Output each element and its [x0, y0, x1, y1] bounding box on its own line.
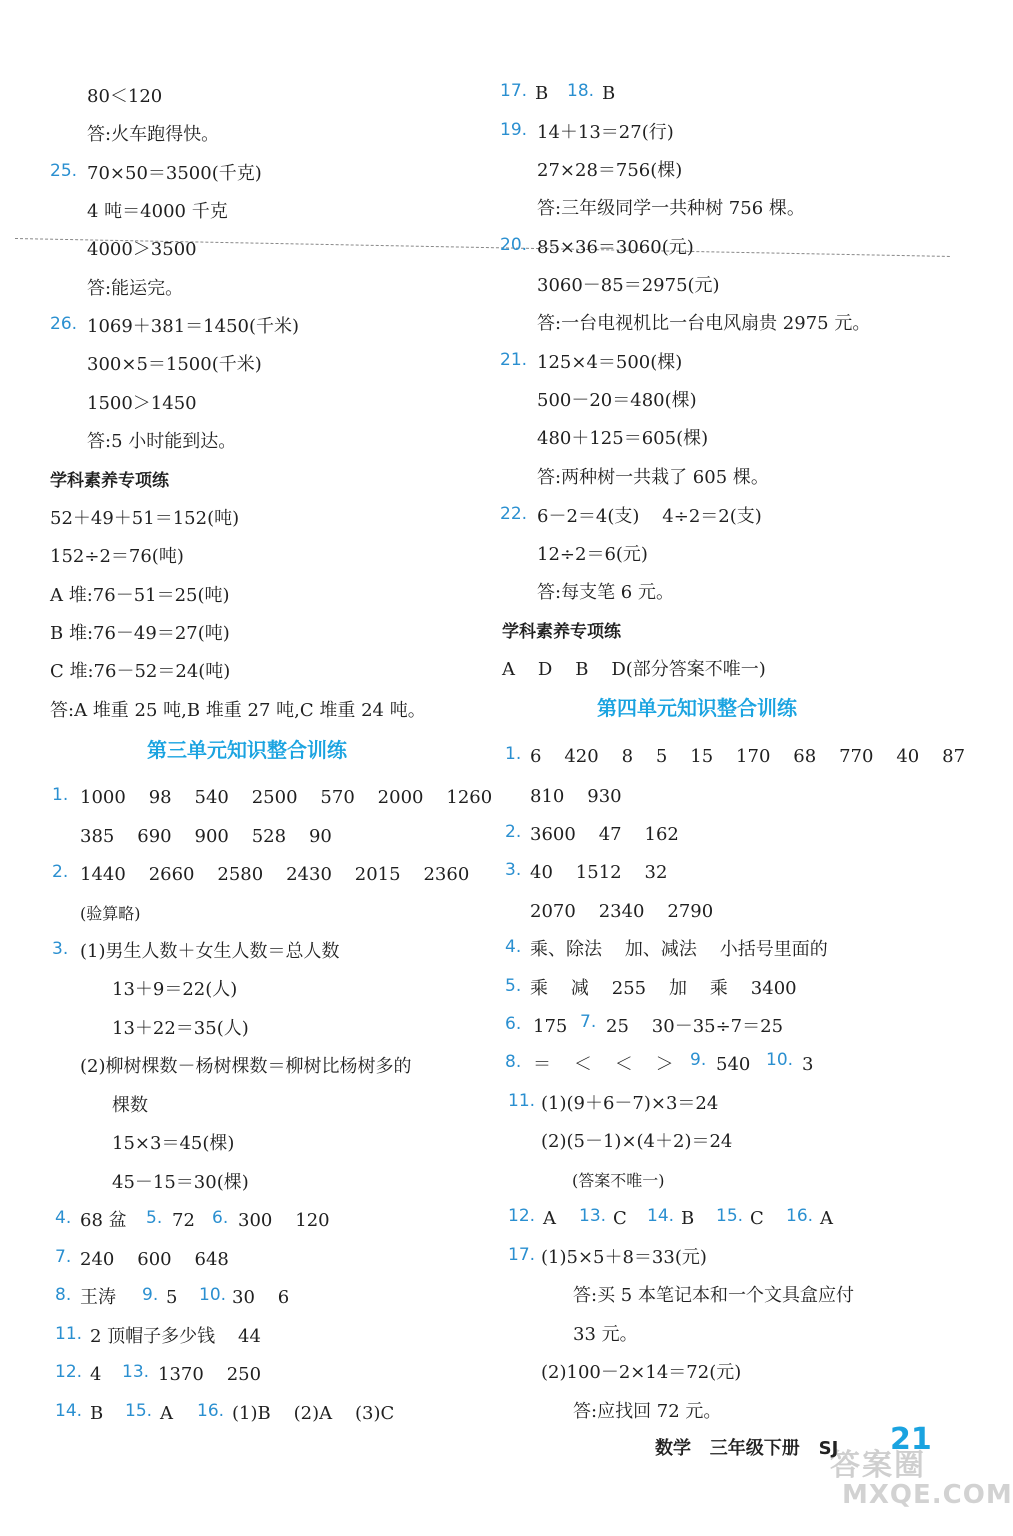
text-line: 70×50＝3500(千克): [87, 163, 262, 184]
text-line: 14＋13＝27(行): [537, 122, 674, 143]
question-number: 17.: [500, 81, 528, 101]
question-number: 22.: [500, 504, 528, 524]
text-line: 答:买 5 本笔记本和一个文具盒应付: [573, 1285, 854, 1306]
text-line: (2)柳树棵数－杨树棵数＝柳树比杨树多的: [80, 1056, 412, 1077]
question-number: 19.: [500, 120, 528, 140]
text-line: B: [535, 83, 549, 104]
question-number: 4.: [505, 937, 522, 957]
question-number: 2.: [52, 862, 69, 882]
text-line: 棵数: [112, 1095, 148, 1116]
question-number: 7.: [580, 1012, 597, 1032]
text-line: 27×28＝756(棵): [537, 160, 683, 181]
text-line: (验算略): [80, 904, 141, 923]
text-line: 答:一台电视机比一台电风扇贵 2975 元。: [537, 313, 871, 334]
text-line: 4: [90, 1364, 102, 1385]
text-line: 33 元。: [573, 1324, 638, 1345]
text-line: 68 盆: [80, 1210, 127, 1231]
text-line: 答:能运完。: [87, 278, 184, 299]
text-line: (答案不唯一): [572, 1171, 665, 1190]
question-number: 9.: [142, 1285, 159, 1305]
text-line: 300×5＝1500(千米): [87, 354, 262, 375]
text-line: 答:两种树一共栽了 605 棵。: [537, 467, 769, 488]
text-line: 72: [172, 1210, 195, 1231]
text-line: 答:应找回 72 元。: [573, 1401, 722, 1422]
page-number: 21: [890, 1422, 932, 1457]
text-line: A 堆:76－51＝25(吨): [50, 585, 230, 606]
text-line: 300 120: [238, 1210, 330, 1231]
question-number: 11.: [508, 1091, 536, 1111]
text-line: B: [681, 1208, 695, 1229]
text-line: 3060－85＝2975(元): [537, 275, 720, 296]
text-line: 125×4＝500(棵): [537, 352, 683, 373]
question-number: 26.: [50, 314, 78, 334]
text-line: 乘、除法 加、减法 小括号里面的: [530, 939, 828, 960]
question-number: 15.: [125, 1401, 153, 1421]
text-line: 385 690 900 528 90: [80, 826, 332, 847]
text-line: 4 吨＝4000 千克: [87, 201, 228, 222]
text-line: 1440 2660 2580 2430 2015 2360: [80, 864, 470, 885]
text-line: A: [820, 1208, 833, 1229]
question-number: 6.: [212, 1208, 229, 1228]
question-number: 13.: [122, 1362, 150, 1382]
question-number: 10.: [766, 1050, 794, 1070]
text-line: 1370 250: [158, 1364, 262, 1385]
text-line: 1500＞1450: [87, 393, 197, 414]
text-line: 15×3＝45(棵): [112, 1133, 235, 1154]
text-line: 30 6: [232, 1287, 290, 1308]
text-line: 答:A 堆重 25 吨,B 堆重 27 吨,C 堆重 24 吨。: [50, 700, 426, 721]
book-info: 数学 三年级下册 SJ: [655, 1438, 839, 1459]
text-line: 152÷2＝76(吨): [50, 546, 184, 567]
text-line: 2 顶帽子多少钱 44: [90, 1326, 261, 1347]
question-number: 5.: [146, 1208, 163, 1228]
question-number: 16.: [786, 1206, 814, 1226]
text-line: 2070 2340 2790: [530, 901, 714, 922]
text-line: 答:5 小时能到达。: [87, 431, 237, 452]
text-line: 答:火车跑得快。: [87, 124, 220, 145]
text-line: (1)B (2)A (3)C: [232, 1403, 395, 1424]
watermark-url: MXQE.COM: [842, 1480, 1013, 1510]
text-line: 3600 47 162: [530, 824, 679, 845]
question-number: 5.: [505, 976, 522, 996]
text-line: 12÷2＝6(元): [537, 544, 648, 565]
text-line: 答:每支笔 6 元。: [537, 582, 674, 603]
text-line: (2)100－2×14＝72(元): [541, 1362, 742, 1383]
text-line: C 堆:76－52＝24(吨): [50, 661, 231, 682]
question-number: 1.: [52, 785, 69, 805]
text-line: 6－2＝4(支) 4÷2＝2(支): [537, 506, 762, 527]
question-number: 3.: [505, 860, 522, 880]
question-number: 12.: [55, 1362, 83, 1382]
question-number: 7.: [55, 1247, 72, 1267]
text-line: 500－20＝480(棵): [537, 390, 697, 411]
question-number: 20.: [500, 235, 528, 255]
text-line: 175: [533, 1016, 568, 1037]
text-line: 85×36＝3060(元): [537, 237, 694, 258]
watermark-logo: 答案圈: [830, 1448, 926, 1483]
text-line: 6 420 8 5 15 170 68 770 40 87: [530, 746, 966, 767]
question-number: 8.: [55, 1285, 72, 1305]
text-line: (1)(9＋6－7)×3＝24: [541, 1093, 719, 1114]
question-number: 14.: [55, 1401, 83, 1421]
text-line: B 堆:76－49＝27(吨): [50, 623, 230, 644]
text-line: B: [90, 1403, 104, 1424]
section-heading: 学科素养专项练: [502, 622, 621, 642]
text-line: 13＋9＝22(人): [112, 979, 238, 1000]
question-number: 25.: [50, 161, 78, 181]
question-number: 1.: [505, 744, 522, 764]
text-line: C: [613, 1208, 627, 1229]
question-number: 13.: [579, 1206, 607, 1226]
text-line: 45－15＝30(棵): [112, 1172, 249, 1193]
text-line: (2)(5－1)×(4＋2)＝24: [541, 1131, 733, 1152]
unit-heading: 第四单元知识整合训练: [597, 696, 797, 720]
text-line: (1)男生人数＋女生人数＝总人数: [80, 941, 340, 962]
text-line: A: [160, 1403, 173, 1424]
text-line: B: [602, 83, 616, 104]
text-line: A: [543, 1208, 556, 1229]
text-line: 5: [166, 1287, 178, 1308]
text-line: 810 930: [530, 786, 622, 807]
question-number: 9.: [690, 1050, 707, 1070]
text-line: ＝ ＜ ＜ ＞: [533, 1054, 674, 1075]
text-line: 13＋22＝35(人): [112, 1018, 249, 1039]
text-line: C: [750, 1208, 764, 1229]
question-number: 3.: [52, 939, 69, 959]
question-number: 16.: [197, 1401, 225, 1421]
text-line: 80＜120: [87, 86, 163, 107]
section-heading: 学科素养专项练: [50, 471, 169, 491]
question-number: 4.: [55, 1208, 72, 1228]
text-line: 王涛: [80, 1287, 116, 1308]
text-line: 540: [716, 1054, 751, 1075]
question-number: 6.: [505, 1014, 522, 1034]
text-line: A D B D(部分答案不唯一): [502, 659, 766, 680]
text-line: 25 30－35÷7＝25: [606, 1016, 784, 1037]
text-line: 答:三年级同学一共种树 756 棵。: [537, 198, 805, 219]
text-line: 480＋125＝605(棵): [537, 428, 709, 449]
text-line: 3: [802, 1054, 814, 1075]
question-number: 8.: [505, 1052, 522, 1072]
question-number: 15.: [716, 1206, 744, 1226]
question-number: 10.: [199, 1285, 227, 1305]
text-line: 乘 减 255 加 乘 3400: [530, 978, 797, 999]
text-line: (1)5×5＋8＝33(元): [541, 1247, 707, 1268]
text-line: 240 600 648: [80, 1249, 229, 1270]
unit-heading: 第三单元知识整合训练: [147, 738, 347, 762]
question-number: 17.: [508, 1245, 536, 1265]
text-line: 52＋49＋51＝152(吨): [50, 508, 240, 529]
text-line: 40 1512 32: [530, 862, 668, 883]
question-number: 21.: [500, 350, 528, 370]
text-line: 4000＞3500: [87, 239, 197, 260]
question-number: 14.: [647, 1206, 675, 1226]
question-number: 11.: [55, 1324, 83, 1344]
question-number: 12.: [508, 1206, 536, 1226]
text-line: 1069＋381＝1450(千米): [87, 316, 300, 337]
question-number: 18.: [567, 81, 595, 101]
question-number: 2.: [505, 822, 522, 842]
text-line: 1000 98 540 2500 570 2000 1260: [80, 787, 493, 808]
